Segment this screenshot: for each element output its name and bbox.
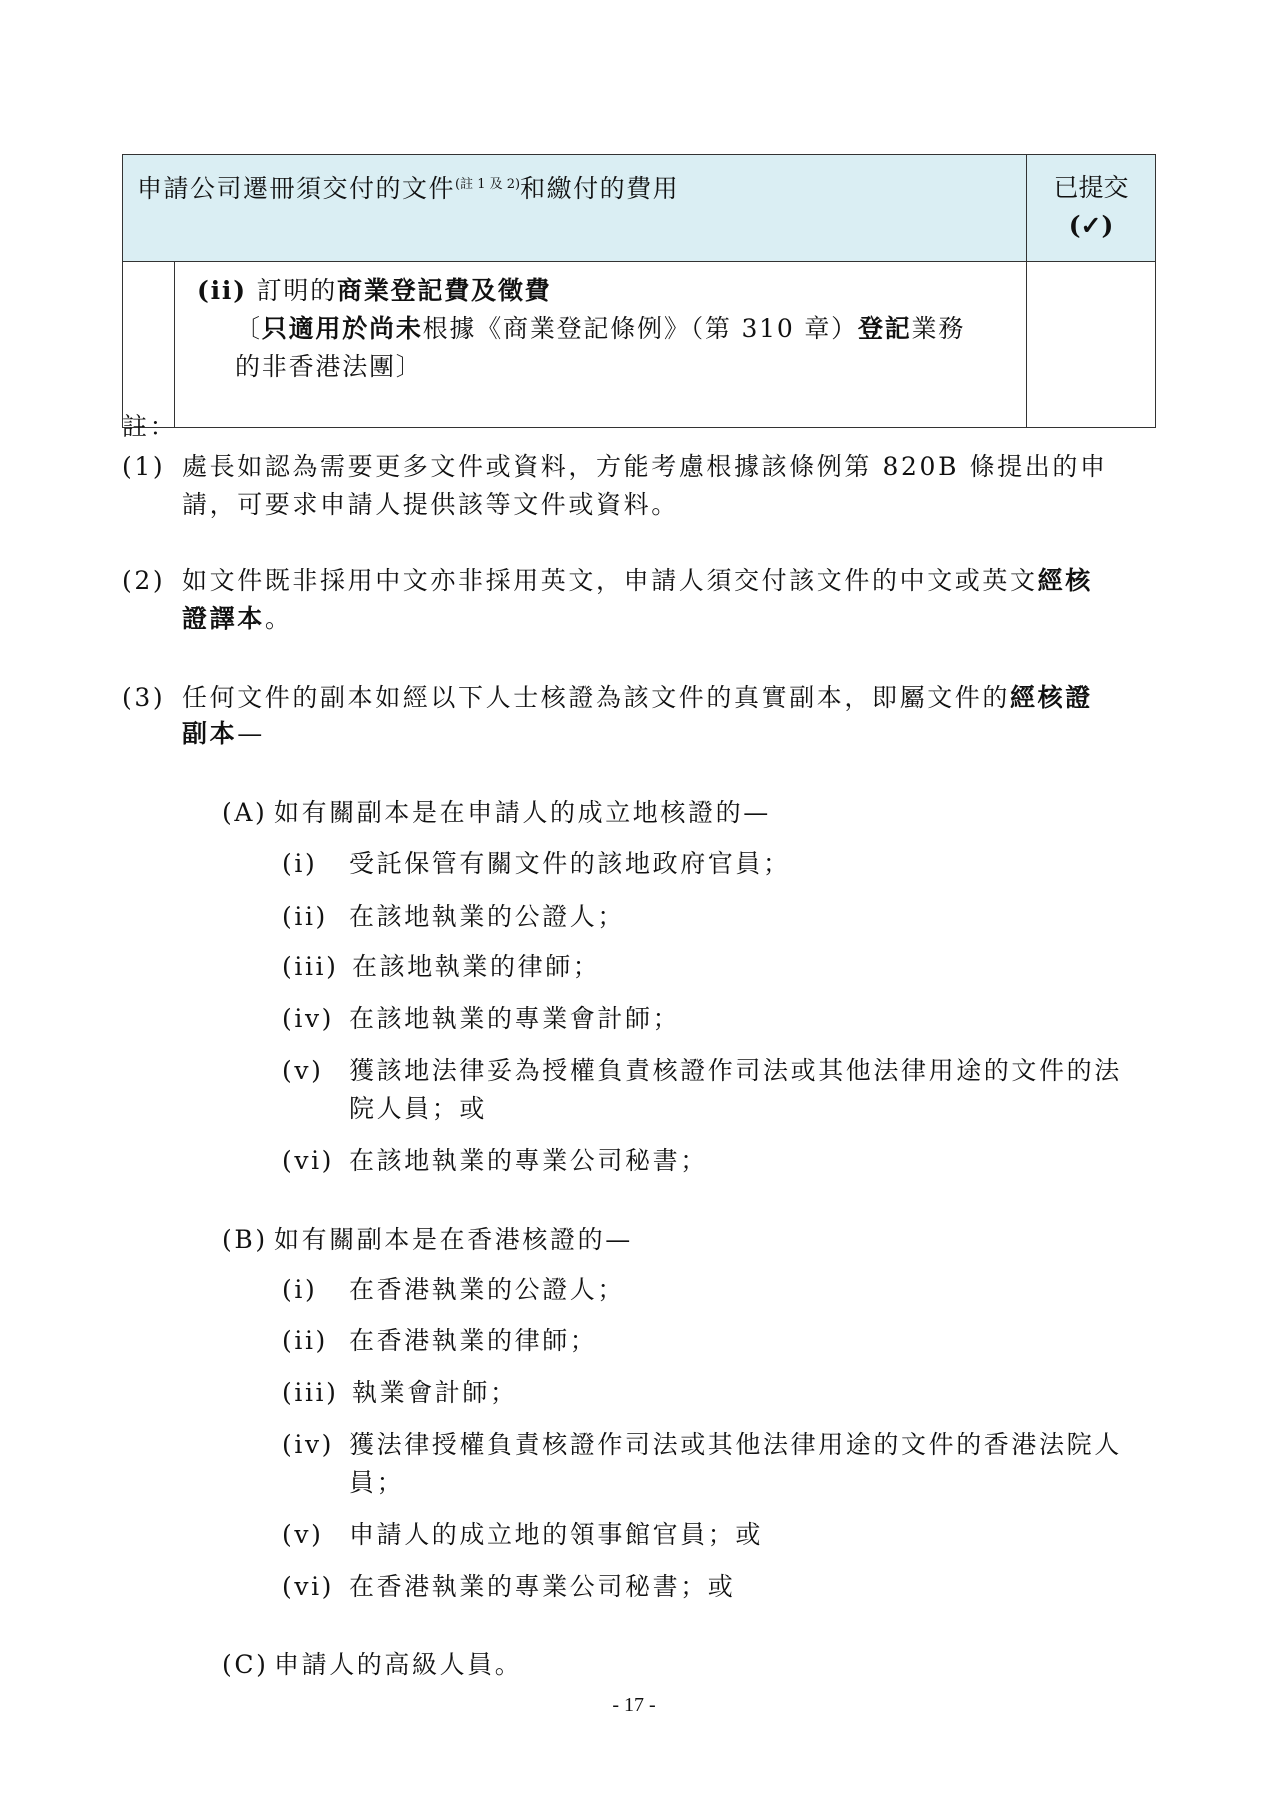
note-2-line1 — [182, 566, 1093, 596]
sub-b-item-3-label: (iii) — [282, 1378, 339, 1407]
sub-a-item-6-label: (vi) — [282, 1146, 335, 1175]
row-line2 — [197, 310, 1026, 348]
indent-cell — [123, 262, 175, 428]
sub-a-item-5-label: (v) — [282, 1056, 324, 1085]
header-title-prefix: 申請公司遷冊須交付的文件 — [137, 174, 456, 203]
submitted-checkbox-cell[interactable] — [1027, 262, 1156, 428]
notes-heading: 註： — [122, 412, 178, 441]
item-label: (ii) — [197, 276, 247, 305]
sub-b-item-5-text: 申請人的成立地的領事館官員；或 — [349, 1520, 764, 1549]
note-2-line1-bold: 經核 — [1037, 566, 1093, 595]
row-line2-bold1: 只適用於尚未 — [261, 314, 423, 343]
note-3-label: (3) — [122, 683, 166, 712]
sub-a-item-3-label: (iii) — [282, 952, 339, 981]
header-submitted-cell — [1027, 155, 1156, 262]
note-3-line1-plain: 任何文件的副本如經以下人士核證為該文件的真實副本，即屬文件的 — [182, 683, 1011, 712]
sub-a-item-2-text: 在該地執業的公證人； — [349, 902, 626, 931]
sub-c-text: 申請人的高級人員。 — [274, 1650, 523, 1679]
sub-a-item-1-text: 受託保管有關文件的該地政府官員； — [349, 849, 791, 878]
fee-description-cell — [175, 262, 1027, 428]
documents-table — [122, 154, 1156, 428]
header-title-cell — [123, 155, 1027, 262]
bracket-open: 〔 — [235, 314, 262, 343]
note-3-line1 — [182, 683, 1093, 713]
note-3-line1-bold: 經核證 — [1010, 683, 1093, 712]
note-3-line2-plain: — — [237, 719, 265, 748]
sub-a-item-3-text: 在該地執業的律師； — [352, 952, 601, 981]
sub-a-text: 如有關副本是在申請人的成立地核證的— — [274, 798, 771, 827]
row-line2-plain1: 根據《商業登記條例》（第 310 章） — [422, 314, 858, 343]
sub-b-item-4-text-cont: 員； — [349, 1468, 405, 1497]
sub-b-label: (B) — [222, 1225, 268, 1254]
sub-b-item-2-text: 在香港執業的律師； — [349, 1326, 598, 1355]
page-number: - 17 - — [612, 1694, 656, 1716]
note-1-line2: 請，可要求申請人提供該等文件或資料。 — [182, 490, 679, 519]
sub-b-text: 如有關副本是在香港核證的— — [274, 1225, 633, 1254]
sub-b-item-6-text: 在香港執業的專業公司秘書；或 — [349, 1572, 736, 1601]
sub-a-item-6-text: 在該地執業的專業公司秘書； — [349, 1146, 708, 1175]
row-line2-bold2: 登記 — [857, 314, 912, 343]
sub-b-item-1-text: 在香港執業的公證人； — [349, 1275, 626, 1304]
note-2-label: (2) — [122, 566, 166, 595]
row-line2-plain2: 業務 — [911, 314, 966, 343]
note-3-line2 — [182, 719, 265, 749]
sub-b-item-2-label: (ii) — [282, 1326, 328, 1355]
sub-a-item-5-text-cont: 院人員；或 — [349, 1094, 488, 1123]
sub-a-item-4-text: 在該地執業的專業會計師； — [349, 1004, 681, 1033]
note-2-line1-plain: 如文件既非採用中文亦非採用英文，申請人須交付該文件的中文或英文 — [182, 566, 1038, 595]
sub-a-item-2-label: (ii) — [282, 902, 328, 931]
sub-a-label: (A) — [222, 798, 268, 827]
note-3-line2-bold: 副本 — [182, 719, 238, 748]
row-line1-plain: 訂明的 — [246, 276, 338, 305]
header-footnote-ref: (註 1 及 2) — [455, 177, 521, 192]
table-row — [123, 262, 1156, 428]
row-line1-bold: 商業登記費及徵費 — [337, 276, 552, 305]
sub-a-item-5-text: 獲該地法律妥為授權負責核證作司法或其他法律用途的文件的法 — [349, 1056, 1122, 1085]
note-2-line2-plain: 。 — [264, 604, 293, 633]
sub-b-item-3-text: 執業會計師； — [352, 1378, 518, 1407]
note-1-line1: 處長如認為需要更多文件或資料，方能考慮根據該條例第 820B 條提出的申 — [182, 452, 1108, 481]
table-header-row — [123, 155, 1156, 262]
note-2-line2 — [182, 604, 292, 634]
note-2-line2-bold: 證譯本 — [182, 604, 265, 633]
sub-b-item-5-label: (v) — [282, 1520, 324, 1549]
sub-b-item-4-text: 獲法律授權負責核證作司法或其他法律用途的文件的香港法院人 — [349, 1430, 1122, 1459]
note-1-label: (1) — [122, 452, 166, 481]
sub-a-item-1-label: (i) — [282, 849, 318, 878]
sub-c-label: (C) — [222, 1650, 269, 1679]
sub-b-item-6-label: (vi) — [282, 1572, 335, 1601]
check-mark-icon: (✓) — [1068, 211, 1114, 240]
sub-a-item-4-label: (iv) — [282, 1004, 335, 1033]
submitted-label: 已提交 — [1053, 173, 1129, 202]
header-title-suffix: 和繳付的費用 — [520, 174, 680, 203]
sub-b-item-1-label: (i) — [282, 1275, 318, 1304]
sub-b-item-4-label: (iv) — [282, 1430, 335, 1459]
row-line3: 的非香港法團〕 — [235, 352, 423, 381]
